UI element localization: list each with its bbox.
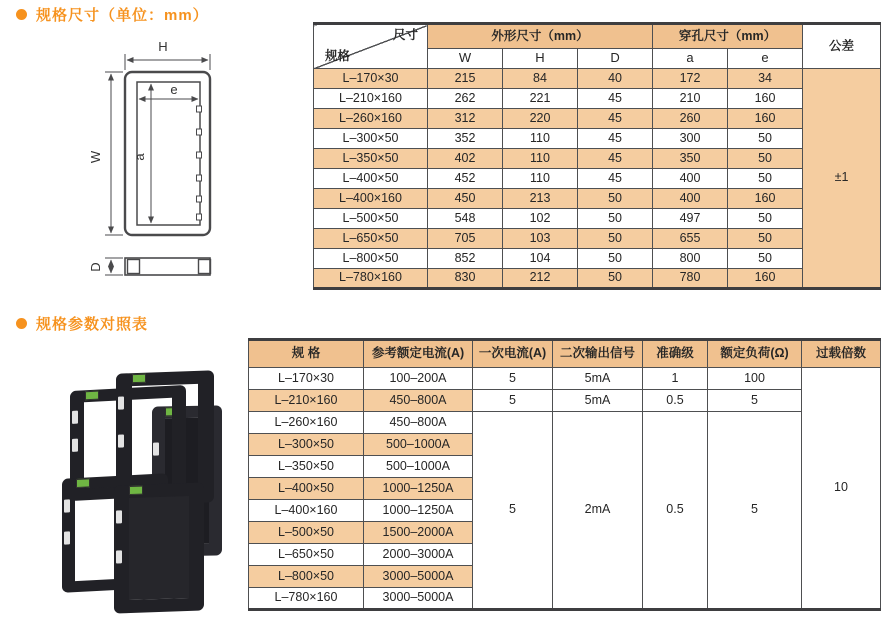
product-photo — [58, 372, 238, 587]
cell: 50 — [578, 269, 653, 289]
label-slot — [116, 550, 122, 563]
cell: 45 — [578, 89, 653, 109]
label-slot — [118, 396, 124, 409]
cell: 110 — [503, 149, 578, 169]
spec-cell: L–300×50 — [314, 129, 428, 149]
spec-cell: L–800×50 — [249, 566, 364, 588]
spec-cell: L–500×50 — [249, 522, 364, 544]
group-header-hole: 穿孔尺寸（mm） — [653, 24, 803, 49]
cell: 262 — [428, 89, 503, 109]
section-title: 规格尺寸（单位：mm） — [36, 7, 209, 24]
side-view-outline — [125, 258, 210, 275]
cell: 50 — [578, 209, 653, 229]
group-header-outline: 外形尺寸（mm） — [428, 24, 653, 49]
dim-label-h: H — [158, 39, 168, 54]
col-header: 额定负荷(Ω) — [708, 340, 802, 368]
col-header: 规 格 — [249, 340, 364, 368]
dimension-table — [313, 22, 881, 290]
cell: 45 — [578, 129, 653, 149]
cell: 45 — [578, 169, 653, 189]
label-slot — [72, 411, 78, 424]
cell: 2000–3000A — [364, 544, 473, 566]
cell: 160 — [728, 189, 803, 209]
spec-cell: L–800×50 — [314, 249, 428, 269]
merged-accuracy-cell: 0.5 — [643, 412, 708, 610]
col-header: 一次电流(A) — [473, 340, 553, 368]
spec-cell: L–170×30 — [249, 368, 364, 390]
spec-cell: L–650×50 — [249, 544, 364, 566]
cell: 500–1000A — [364, 434, 473, 456]
cell: 50 — [728, 249, 803, 269]
table-row — [314, 69, 881, 89]
table-row — [249, 412, 881, 434]
cell: 705 — [428, 229, 503, 249]
cell: 402 — [428, 149, 503, 169]
cell: 830 — [428, 269, 503, 289]
cell: 300 — [653, 129, 728, 149]
transformer-frame — [114, 482, 204, 613]
cell: 102 — [503, 209, 578, 229]
cell: 1000–1250A — [364, 500, 473, 522]
corner-label-spec: 规格 — [325, 49, 351, 64]
col-header: W — [428, 49, 503, 69]
cell: 212 — [503, 269, 578, 289]
table-row — [314, 169, 881, 189]
cell: 220 — [503, 109, 578, 129]
cell: 350 — [653, 149, 728, 169]
cell: 110 — [503, 169, 578, 189]
spec-cell: L–780×160 — [314, 269, 428, 289]
spec-cell: L–170×30 — [314, 69, 428, 89]
cell: 400 — [653, 189, 728, 209]
label-slot — [64, 499, 70, 512]
corner-header-cell — [314, 24, 428, 69]
section-heading-parameters — [16, 313, 148, 334]
cell: 1000–1250A — [364, 478, 473, 500]
dim-label-e: e — [170, 82, 178, 97]
cell: 5 — [708, 390, 802, 412]
cell: 260 — [653, 109, 728, 129]
cell: 213 — [503, 189, 578, 209]
tolerance-header: 公差 — [803, 24, 881, 69]
cell: 400 — [653, 169, 728, 189]
cell: 5 — [473, 368, 553, 390]
overload-cell: 10 — [802, 368, 881, 610]
cell: 452 — [428, 169, 503, 189]
merged-signal-cell: 2mA — [553, 412, 643, 610]
cell: 100 — [708, 368, 802, 390]
col-header: 过载倍数 — [802, 340, 881, 368]
table-row — [249, 368, 881, 390]
orange-bullet-icon — [16, 318, 27, 329]
table-row — [314, 209, 881, 229]
cell: 103 — [503, 229, 578, 249]
cell: 497 — [653, 209, 728, 229]
cell: 34 — [728, 69, 803, 89]
table-row — [314, 269, 881, 289]
dim-label-w: W — [88, 150, 103, 164]
tolerance-value-cell: ±1 — [803, 69, 881, 289]
cell: 450–800A — [364, 390, 473, 412]
cell: 160 — [728, 109, 803, 129]
cell: 312 — [428, 109, 503, 129]
spec-cell: L–210×160 — [249, 390, 364, 412]
spec-cell: L–650×50 — [314, 229, 428, 249]
frame-hole — [129, 496, 189, 600]
cell: 780 — [653, 269, 728, 289]
spec-cell: L–260×160 — [249, 412, 364, 434]
terminal-chip — [132, 374, 146, 383]
label-slot — [118, 434, 124, 447]
spec-cell: L–260×160 — [314, 109, 428, 129]
cell: 655 — [653, 229, 728, 249]
spec-cell: L–350×50 — [314, 149, 428, 169]
cell: 500–1000A — [364, 456, 473, 478]
dimension-diagram — [78, 30, 238, 285]
terminal-chip — [85, 391, 99, 401]
spec-cell: L–210×160 — [314, 89, 428, 109]
spec-cell: L–300×50 — [249, 434, 364, 456]
cell: 548 — [428, 209, 503, 229]
cell: 50 — [728, 169, 803, 189]
cell: 50 — [578, 189, 653, 209]
cell: 172 — [653, 69, 728, 89]
col-header: 二次输出信号 — [553, 340, 643, 368]
cell: 40 — [578, 69, 653, 89]
col-header: H — [503, 49, 578, 69]
cell: 800 — [653, 249, 728, 269]
col-header: 准确级 — [643, 340, 708, 368]
label-slot — [64, 531, 70, 544]
spec-cell: L–400×160 — [249, 500, 364, 522]
cell: 450–800A — [364, 412, 473, 434]
cell: 215 — [428, 69, 503, 89]
cell: 160 — [728, 269, 803, 289]
table-row — [314, 89, 881, 109]
cell: 0.5 — [643, 390, 708, 412]
col-header: e — [728, 49, 803, 69]
spec-cell: L–780×160 — [249, 588, 364, 610]
cell: 160 — [728, 89, 803, 109]
cell: 50 — [578, 229, 653, 249]
cell: 3000–5000A — [364, 588, 473, 610]
cell: 5mA — [553, 390, 643, 412]
terminal-chip — [76, 478, 90, 488]
corner-label-size: 尺寸 — [392, 28, 418, 42]
spec-cell: L–350×50 — [249, 456, 364, 478]
cell: 5 — [473, 390, 553, 412]
parameter-table — [248, 338, 881, 611]
cell: 84 — [503, 69, 578, 89]
table-row — [249, 390, 881, 412]
table-row — [314, 109, 881, 129]
cell: 50 — [728, 229, 803, 249]
label-slot — [72, 439, 78, 452]
spec-cell: L–400×160 — [314, 189, 428, 209]
cell: 50 — [728, 209, 803, 229]
cell: 45 — [578, 149, 653, 169]
table-row — [314, 249, 881, 269]
dim-label-a: a — [132, 153, 147, 161]
col-header: a — [653, 49, 728, 69]
cell: 104 — [503, 249, 578, 269]
cell: 50 — [728, 149, 803, 169]
cell: 852 — [428, 249, 503, 269]
cell: 450 — [428, 189, 503, 209]
cell: 100–200A — [364, 368, 473, 390]
cell: 50 — [578, 249, 653, 269]
col-header: D — [578, 49, 653, 69]
spec-cell: L–400×50 — [314, 169, 428, 189]
cell: 221 — [503, 89, 578, 109]
cell: 45 — [578, 109, 653, 129]
cell: 1 — [643, 368, 708, 390]
cell: 1500–2000A — [364, 522, 473, 544]
cell: 110 — [503, 129, 578, 149]
cell: 3000–5000A — [364, 566, 473, 588]
table-row — [314, 129, 881, 149]
label-slot — [116, 510, 122, 523]
merged-primary-cell: 5 — [473, 412, 553, 610]
orange-bullet-icon — [16, 9, 27, 20]
col-header: 参考额定电流(A) — [364, 340, 473, 368]
cell: 210 — [653, 89, 728, 109]
merged-burden-cell: 5 — [708, 412, 802, 610]
table-row — [314, 149, 881, 169]
table-row — [314, 229, 881, 249]
cell: 5mA — [553, 368, 643, 390]
terminal-chip — [129, 486, 143, 495]
section-heading-dimensions — [16, 4, 209, 25]
spec-cell: L–500×50 — [314, 209, 428, 229]
section-title: 规格参数对照表 — [36, 316, 149, 333]
table-row — [314, 189, 881, 209]
cell: 50 — [728, 129, 803, 149]
dim-label-d: D — [88, 262, 103, 272]
cell: 352 — [428, 129, 503, 149]
spec-cell: L–400×50 — [249, 478, 364, 500]
